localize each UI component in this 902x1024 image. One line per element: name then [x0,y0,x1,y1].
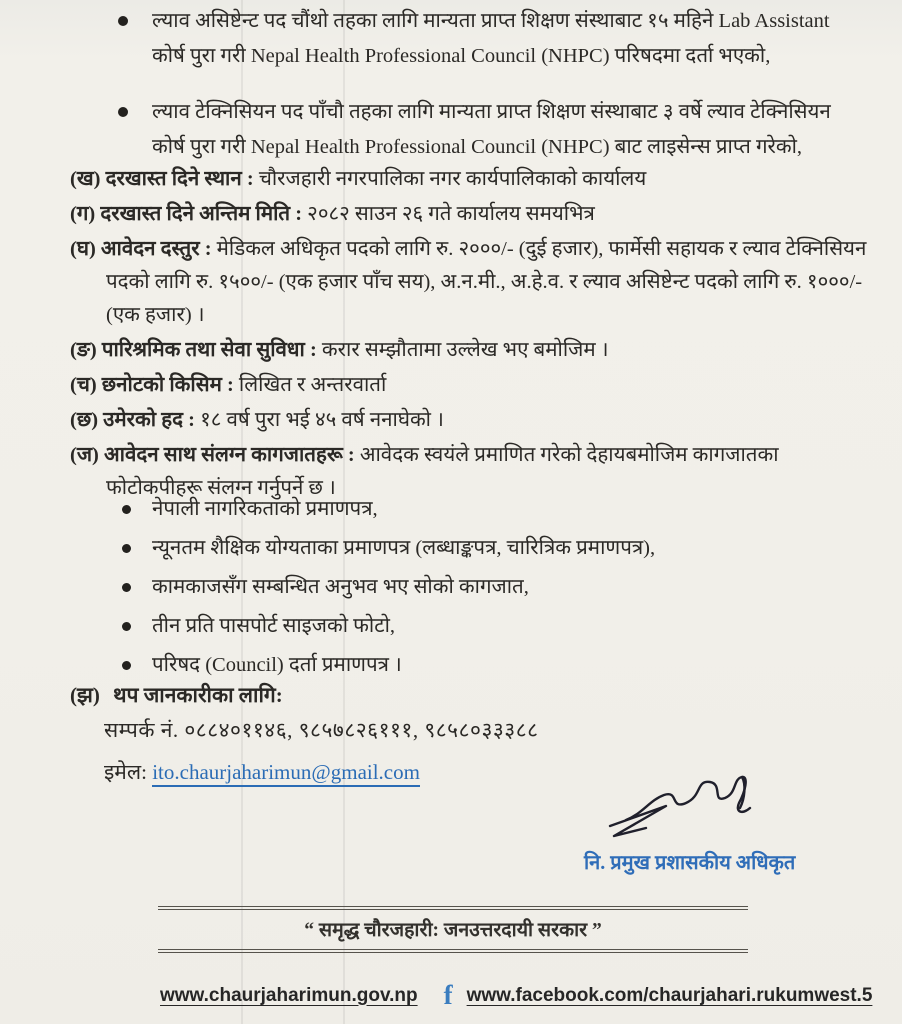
clause-title: उमेरको हद : [103,409,195,431]
bullet-icon [118,16,128,26]
clause-label: (ग) [70,203,96,225]
clause-label: (च) [70,374,97,396]
clause-text: करार सम्झौतामा उल्लेख भए बमोजिम । [321,339,609,361]
clause-text: लिखित र अन्तरवार्ता [238,374,387,396]
footer-links-bar [148,980,873,1010]
clause-list [70,163,870,507]
document-item-text: न्यूनतम शैक्षिक योग्यताका प्रमाणपत्र (लब्धाङ्कपत्र, चारित्रिक प्रमाणपत्र), [152,537,656,559]
signatory-title: नि. प्रमुख प्रशासकीय अधिकृत [584,852,796,874]
clause-title: थप जानकारीका लागि: [113,683,283,707]
clause-ja [70,439,870,505]
qualification-text: ल्याव असिष्टेन्ट पद चौंथो तहका लागि मान्यता प्राप्त शिक्षण संस्थाबाट १५ महिने Lab Assistant कोर्ष पुरा गरी Nepal Health Professional Council (NHPC) परिषदमा दर्ता भएको, [152,10,830,67]
clause-text: आवेदक स्वयंले प्रमाणित गरेको देहायबमोजिम कागजातका फोटोकपीहरू संलग्न गर्नुपर्ने छ । [106,444,779,499]
bullet-icon [122,583,131,592]
qualification-text: ल्याव टेक्निसियन पद पाँचौ तहका लागि मान्यता प्राप्त शिक्षण संस्थाबाट ३ वर्षे ल्याव टेक्निसियन कोर्ष पुरा गरी Nepal Health Professional Council (NHPC) बाट लाइसेन्स प्राप्त गरेको, [152,101,831,158]
facebook-link[interactable]: www.facebook.com/chaurjahari.rukumwest.5 [466,984,873,1006]
bullet-icon [122,505,131,514]
clause-nga [70,334,870,367]
list-item [118,95,862,165]
clause-title: आवेदन साथ संलग्न कागजातहरू : [104,444,355,466]
list-item [122,653,832,678]
slogan-banner: “ समृद्ध चौरजहारी: जनउत्तरदायी सरकार ” [158,906,748,953]
list-item [122,536,832,561]
required-documents-list [122,497,832,692]
clause-text: १८ वर्ष पुरा भई ४५ वर्ष ननाघेको । [200,409,444,431]
document-item-text: परिषद (Council) दर्ता प्रमाणपत्र । [152,654,402,676]
list-item [122,575,832,600]
email-line [104,758,420,786]
clause-label: (छ) [70,409,99,431]
clause-title: पारिश्रमिक तथा सेवा सुविधा : [101,339,317,361]
document-item-text: नेपाली नागरिकताको प्रमाणपत्र, [152,498,378,520]
clause-label: (ङ) [70,339,97,361]
contact-numbers-line [104,716,539,744]
clause-cha [70,369,870,402]
bullet-icon [122,661,131,670]
clause-label: (झ) [70,683,100,707]
clause-text: २०८२ साउन २६ गते कार्यालय समयभित्र [307,203,595,225]
document-item-text: कामकाजसँग सम्बन्धित अनुभव भए सोको कागजात, [152,576,529,598]
qualification-bullet-list [118,4,862,186]
clause-label: (घ) [70,238,96,260]
clause-title: दरखास्त दिने अन्तिम मिति : [100,203,303,225]
clause-chha [70,404,870,437]
clause-ga [70,198,870,231]
document-item-text: तीन प्रति पासपोर्ट साइजको फोटो, [152,615,396,637]
list-item [122,614,832,639]
clause-label: (ज) [70,444,99,466]
clause-title: छनोटको किसिम : [101,374,234,396]
clause-title: आवेदन दस्तुर : [100,238,212,260]
clause-label: (ख) [70,168,101,190]
bullet-icon [122,544,131,553]
website-link[interactable]: www.chaurjaharimun.gov.np [160,984,418,1006]
clause-text: चौरजहारी नगरपालिका नगर कार्यपालिकाको कार्यालय [258,168,647,190]
clause-text: मेडिकल अधिकृत पदको लागि रु. २०००/- (दुई हजार), फार्मेसी सहायक र ल्याव टेक्निसियन पदको लागि रु. १५००/- (एक हजार पाँच सय), अ.न.मी., अ.हे.व. र ल्याव असिष्टेन्ट पदको लागि रु. १०००/- (एक हजार) । [106,238,867,326]
clause-jha-more-info [70,681,283,709]
contact-numbers: ०८८४०११४६, ९८५७८२६१११, ९८५८०३३३८८ [184,718,539,742]
facebook-icon: f [443,980,453,1010]
clause-gha [70,233,870,332]
bullet-icon [118,107,128,117]
email-label: इमेल: [104,760,147,784]
list-item [122,497,832,522]
list-item [118,4,862,74]
bullet-icon [122,622,131,631]
clause-title: दरखास्त दिने स्थान : [105,168,254,190]
clause-kha [70,163,870,196]
email-link[interactable]: ito.chaurjaharimun@gmail.com [152,760,420,787]
signature-scribble [596,770,766,846]
contact-label: सम्पर्क नं. [104,718,179,742]
